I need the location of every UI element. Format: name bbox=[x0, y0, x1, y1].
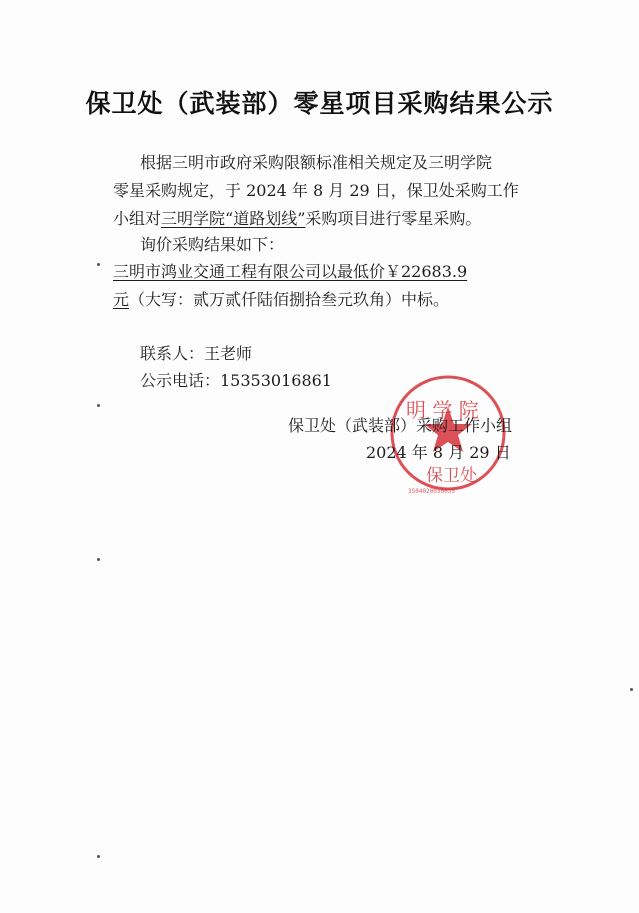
signature-organization: 保卫处（武装部）采购工作小组 bbox=[288, 416, 513, 435]
body-line-2: 零星采购规定，于 2024 年 8 月 29 日，保卫处采购工作 bbox=[113, 181, 519, 200]
seal-school-text: 明 学 院 bbox=[406, 398, 479, 422]
body-line-3 bbox=[113, 209, 481, 229]
scan-speck bbox=[97, 263, 100, 266]
seal-serial-number: 3504020030035 bbox=[408, 488, 455, 495]
seal-department-text: 保卫处 bbox=[426, 466, 477, 486]
signature-date: 2024 年 8 月 29 日 bbox=[366, 443, 511, 462]
scan-speck bbox=[630, 688, 633, 691]
contact-phone: 公示电话：15353016861 bbox=[140, 371, 332, 390]
project-name: 三明学院“道路划线” bbox=[161, 209, 306, 228]
result-line-1: 三明市鸿业交通工程有限公司以最低价￥22683.9 bbox=[113, 262, 468, 281]
result-intro: 询价采购结果如下： bbox=[140, 235, 285, 254]
body-line-3-suffix: 采购项目进行零星采购。 bbox=[305, 209, 482, 228]
result-line-2-text: （大写：贰万贰仟陆佰捌拾叁元玖角）中标。 bbox=[129, 290, 450, 309]
body-line-1: 根据三明市政府采购限额标准相关规定及三明学院 bbox=[140, 153, 493, 172]
result-line-2 bbox=[113, 290, 449, 310]
scan-speck bbox=[97, 558, 100, 561]
body-line-3-prefix: 小组对 bbox=[113, 209, 162, 228]
result-line-2-unit: 元 bbox=[113, 290, 130, 309]
scan-speck bbox=[97, 404, 100, 407]
scan-speck bbox=[97, 855, 100, 858]
page-title: 保卫处（武装部）零星项目采购结果公示 bbox=[85, 89, 554, 118]
contact-person: 联系人：王老师 bbox=[140, 344, 253, 363]
